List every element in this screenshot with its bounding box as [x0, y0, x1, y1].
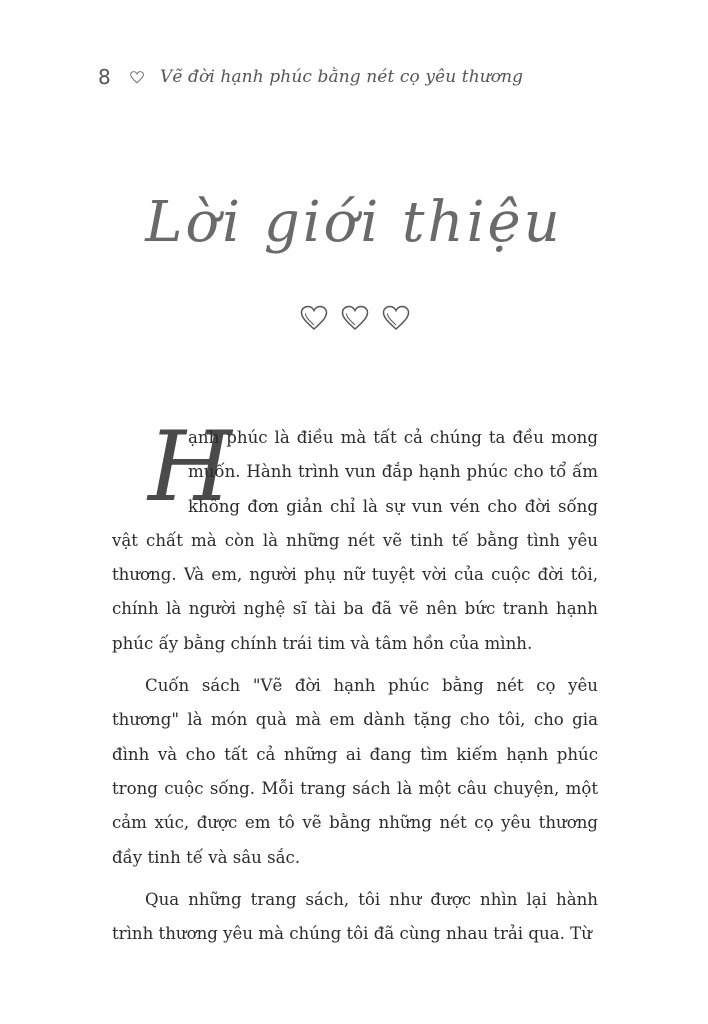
running-title: Vẽ đời hạnh phúc bằng nét cọ yêu thương [160, 67, 524, 87]
heart-outline-icon [130, 71, 144, 84]
heart-outline-icon [341, 305, 369, 331]
running-header [98, 62, 523, 92]
chapter-title: Lời giới thiệu [145, 190, 563, 255]
paragraph-1-text: ạnh phúc là điều mà tất cả chúng ta đều mong muốn. Hành trình vun đắp hạnh phúc cho tổ ấm không đơn giản chỉ là sự vun vén cho đời sống vật chất mà còn là những nét vẽ tinh tế bằng tình yêu thương. Và em, người phụ nữ tuyệt vời của cuộc đời tôi, chính là người nghệ sĩ tài ba đã vẽ nên bức tranh hạnh phúc ấy bằng chính trái tim và tâm hồn của mình. [112, 428, 598, 653]
heart-outline-icon [300, 305, 328, 331]
body-text [112, 411, 598, 951]
heart-outline-icon [382, 305, 410, 331]
paragraph-1 [112, 411, 598, 661]
page-number: 8 [98, 65, 111, 89]
paragraph-2: Cuốn sách "Vẽ đời hạnh phúc bằng nét cọ yêu thương" là món quà mà em dành tặng cho tôi, cho gia đình và cho tất cả những ai đang tìm kiếm hạnh phúc trong cuộc sống. Mỗi trang sách là một câu chuyện, một cảm xúc, được em tô vẽ bằng những nét cọ yêu thương đầy tinh tế và sâu sắc. [112, 676, 598, 867]
heart-ornament [300, 305, 410, 333]
drop-cap: H [148, 411, 232, 523]
paragraph-3: Qua những trang sách, tôi như được nhìn lại hành trình thương yêu mà chúng tôi đã cùng nhau trải qua. Từ [112, 889, 598, 944]
